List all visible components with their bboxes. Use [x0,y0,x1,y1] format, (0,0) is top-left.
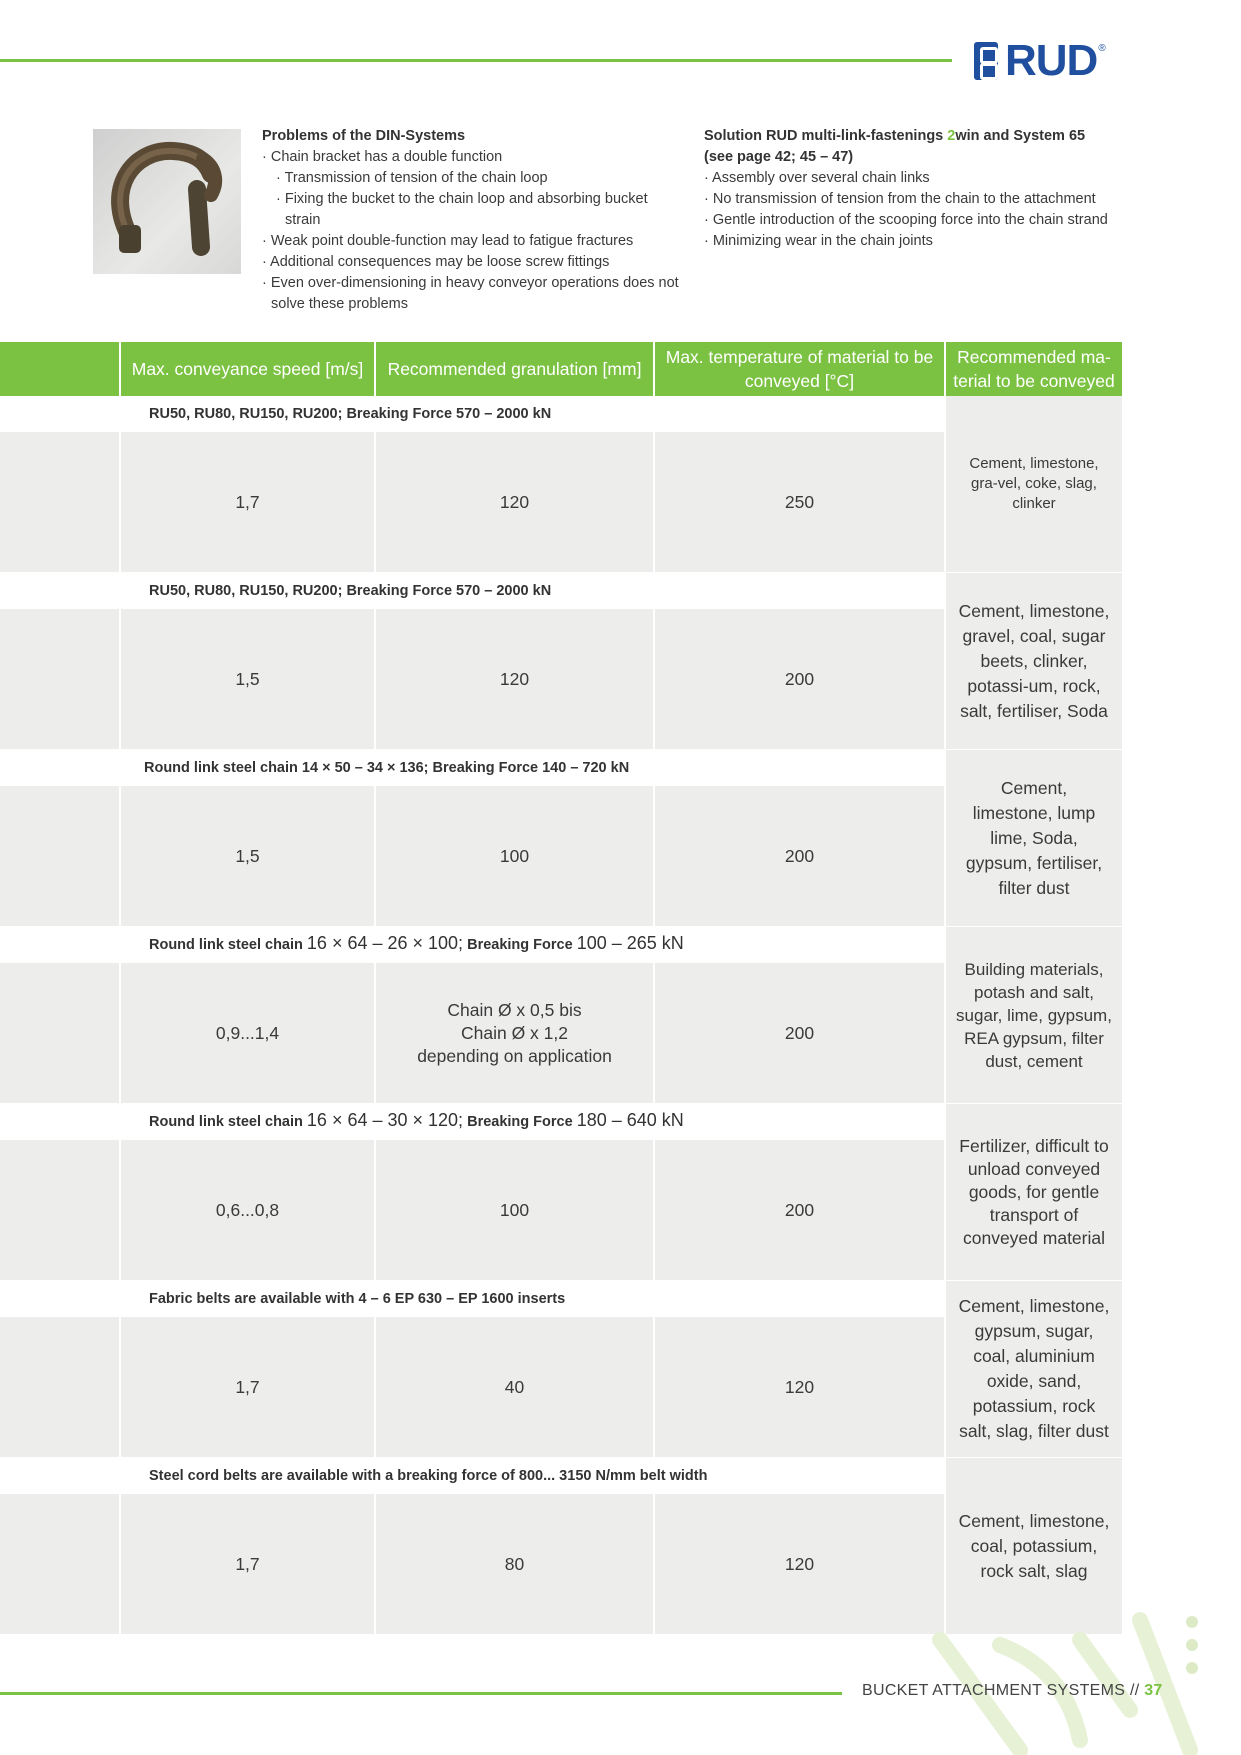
header-material-line2: terial to be conveyed [953,371,1115,391]
cell-speed: 1,5 [235,668,260,689]
header-granulation: Recommended granulation [mm] [387,359,642,379]
cell-temperature: 120 [784,1553,815,1574]
header-material [946,342,1122,396]
section-label-force: 100 – 265 kN [576,933,684,953]
footer-section-title: BUCKET ATTACHMENT SYSTEMS // [862,1682,1145,1699]
logo-text: RUD [1005,36,1098,85]
cell-granulation-line: depending on application [417,1045,612,1066]
cell-temperature: 250 [784,491,815,512]
rud-solution-heading [704,126,1134,147]
header-temperature-line2: conveyed [°C] [744,371,855,391]
cell-material: Fertilizer, difficult to unload conveyed goods, for gentle transport of conveyed material [946,1104,1122,1280]
page-footer [862,1682,1163,1700]
decorative-chain-watermark [930,1600,1210,1755]
rud-solution-heading-pages: (see page 42; 45 – 47) [704,149,854,165]
cell-material: Cement, limestone, gypsum, sugar, coal, aluminium oxide, sand, potassium, rock salt, slag, filter dust [946,1281,1122,1457]
cell-temperature: 200 [784,668,815,689]
cell-temperature: 120 [784,1376,815,1397]
cell-granulation: 80 [504,1553,525,1574]
din-problems-block [262,126,682,315]
din-problem-item: · Chain bracket has a double function [262,149,503,165]
section-label-part: Round link steel chain [149,937,307,953]
section-label: RU50, RU80, RU150, RU200; Breaking Force 570 – 2000 kN [149,583,552,599]
din-problem-item: · Additional consequences may be loose screw fittings [262,254,610,270]
cell-granulation: 120 [499,668,530,689]
rud-solution-block [704,126,1134,252]
cell-granulation-line: Chain Ø x 0,5 bis [447,999,582,1020]
section-label-force: 180 – 640 kN [576,1110,684,1130]
page-number: 37 [1144,1682,1163,1699]
rud-solution-item: · No transmission of tension from the chain to the attachment [704,191,1096,207]
header-temperature-line1: Max. temperature of material to be [665,347,934,367]
cell-material: Building materials, potash and salt, sugar, lime, gypsum, REA gypsum, filter dust, cement [946,927,1122,1103]
cell-material: Cement, limestone, gravel, coal, sugar beets, clinker, potassi-um, rock, salt, fertiliser, Soda [946,573,1122,749]
cell-granulation: 120 [499,491,530,512]
din-problem-item: · Even over-dimensioning in heavy conveyor operations does not solve these problems [262,275,679,312]
cell-material: Cement, limestone, gra-vel, coke, slag, clinker [946,396,1122,572]
din-problem-subitem: · Transmission of tension of the chain loop [276,170,548,186]
section-label-part: Breaking Force [463,937,577,953]
cell-temperature: 200 [784,1199,815,1220]
cell-granulation-line: Chain Ø x 1,2 [461,1022,568,1043]
section-label-part: Round link steel chain [149,1114,307,1130]
cell-speed: 1,7 [235,491,260,512]
header-speed: Max. conveyance speed [m/s] [131,359,364,379]
cell-speed: 0,6...0,8 [215,1199,280,1220]
section-label: RU50, RU80, RU150, RU200; Breaking Force 570 – 2000 kN [149,406,552,422]
section-label: Round link steel chain 14 × 50 – 34 × 136; Breaking Force 140 – 720 kN [144,760,630,776]
header-temperature [655,342,944,396]
section-label: Steel cord belts are available with a breaking force of 800... 3150 N/mm belt width [149,1468,708,1484]
cell-speed: 1,5 [235,845,260,866]
cell-temperature: 200 [784,845,815,866]
header-material-line1: Recommended ma- [957,347,1111,367]
din-problems-heading: Problems of the DIN-Systems [262,128,466,144]
section-label [149,933,684,954]
cell-speed: 1,7 [235,1376,260,1397]
rud-solution-item: · Assembly over several chain links [704,170,930,186]
cell-speed: 1,7 [235,1553,260,1574]
rud-solution-heading-post: win and System 65 [955,128,1086,144]
din-problem-subitem: · Fixing the bucket to the chain loop and absorbing bucket strain [276,191,648,228]
logo-registered-mark: ® [1098,43,1106,54]
rud-logo [974,36,1106,85]
section-label [149,1110,684,1131]
section-label-dimensions: 16 × 64 – 26 × 100; [306,933,464,953]
cell-granulation: 100 [499,845,530,866]
bottom-accent-rule [0,1692,842,1695]
cell-temperature: 200 [784,1022,815,1043]
section-label-part: Breaking Force [463,1114,577,1130]
cell-granulation: 100 [499,1199,530,1220]
cell-material: Cement, limestone, coal, potassium, rock salt, slag [946,1458,1122,1634]
chain-link-logo-icon [974,42,998,80]
cell-material: Cement, limestone, lump lime, Soda, gypsum, fertiliser, filter dust [946,750,1122,926]
rud-solution-item: · Gentle introduction of the scooping force into the chain strand [704,212,1108,228]
cell-speed: 0,9...1,4 [215,1022,280,1043]
rud-solution-heading-highlight: 2 [947,128,956,144]
chain-bracket-photo [93,129,241,274]
top-accent-rule [0,59,952,62]
section-label: Fabric belts are available with 4 – 6 EP 630 – EP 1600 inserts [149,1291,566,1307]
din-problem-item: · Weak point double-function may lead to fatigue fractures [262,233,634,249]
cell-granulation [376,963,653,1103]
rud-solution-heading-pre: Solution RUD multi-link-fastenings [704,128,948,144]
rud-solution-item: · Minimizing wear in the chain joints [704,233,933,249]
section-label-dimensions: 16 × 64 – 30 × 120; [306,1110,464,1130]
cell-granulation: 40 [504,1376,525,1397]
table-header-row [0,342,1122,396]
